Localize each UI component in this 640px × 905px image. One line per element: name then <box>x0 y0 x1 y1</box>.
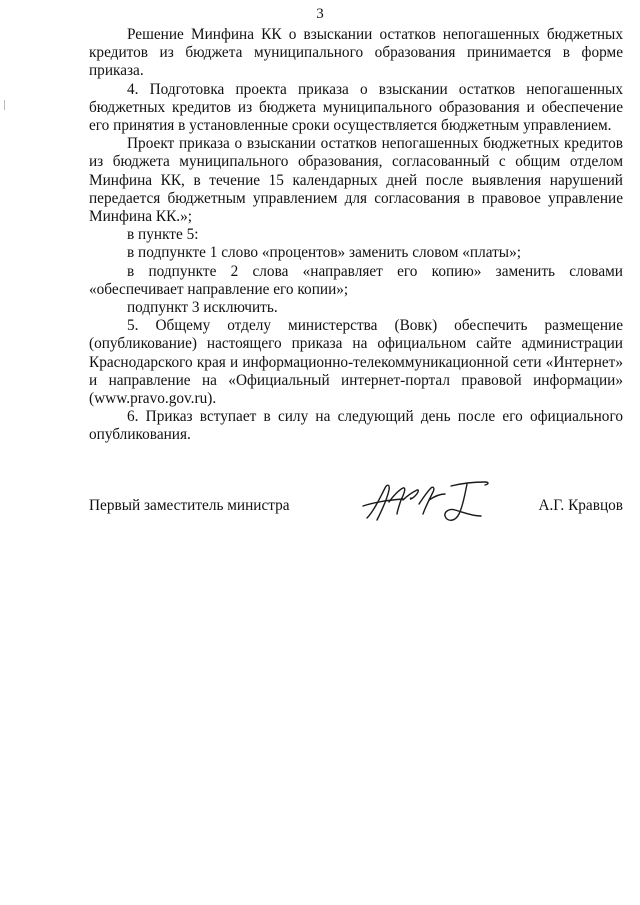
signer-name: А.Г. Кравцов <box>538 497 623 514</box>
handwritten-signature <box>359 478 509 526</box>
paragraph-subclause-1: в подпункте 1 слово «процентов» заменить словом «платы»; <box>127 244 521 262</box>
margin-mark <box>4 100 5 110</box>
paragraph-item-6: 6. Приказ вступает в силу на следующий день после его официального опубликования. <box>89 408 623 444</box>
paragraph-item-4: 4. Подготовка проекта приказа о взыскании остатков непогашенных бюджетных кредитов из бюджета муниципального образования и обеспечение его принятия в установленные сроки осуществляется бюджетным управлением. <box>89 80 623 135</box>
document-body <box>89 26 623 445</box>
paragraph-item-5: 5. Общему отделу министерства (Вовк) обеспечить размещение (опубликование) настоящего приказа на официальном сайте администрации Краснодарского края и информационно-телекоммуникационной сети «Интернет» и направление на «Официальный интернет-портал правовой информации» (www.pravo.gov.ru). <box>89 317 623 408</box>
paragraph-draft-order: Проект приказа о взыскании остатков непогашенных бюджетных кредитов из бюджета муниципального образования, согласованный с общим отделом Минфина КК, в течение 15 календарных дней после выявления нарушений передается бюджетным управлением для согласования в правовое управление Минфина КК.»; <box>89 135 623 226</box>
signature-block <box>89 478 623 538</box>
page-number: 3 <box>316 6 324 22</box>
paragraph-clause-5: в пункте 5: <box>127 226 199 244</box>
signer-title: Первый заместитель министра <box>89 497 290 514</box>
paragraph-subclause-3: подпункт 3 исключить. <box>127 299 278 317</box>
paragraph-subclause-2: в подпункте 2 слова «направляет его копию» заменить словами «обеспечивает направление его копии»; <box>89 262 623 298</box>
paragraph-decision-form: Решение Минфина КК о взыскании остатков непогашенных бюджетных кредитов из бюджета муниципального образования принимается в форме приказа. <box>89 26 623 80</box>
